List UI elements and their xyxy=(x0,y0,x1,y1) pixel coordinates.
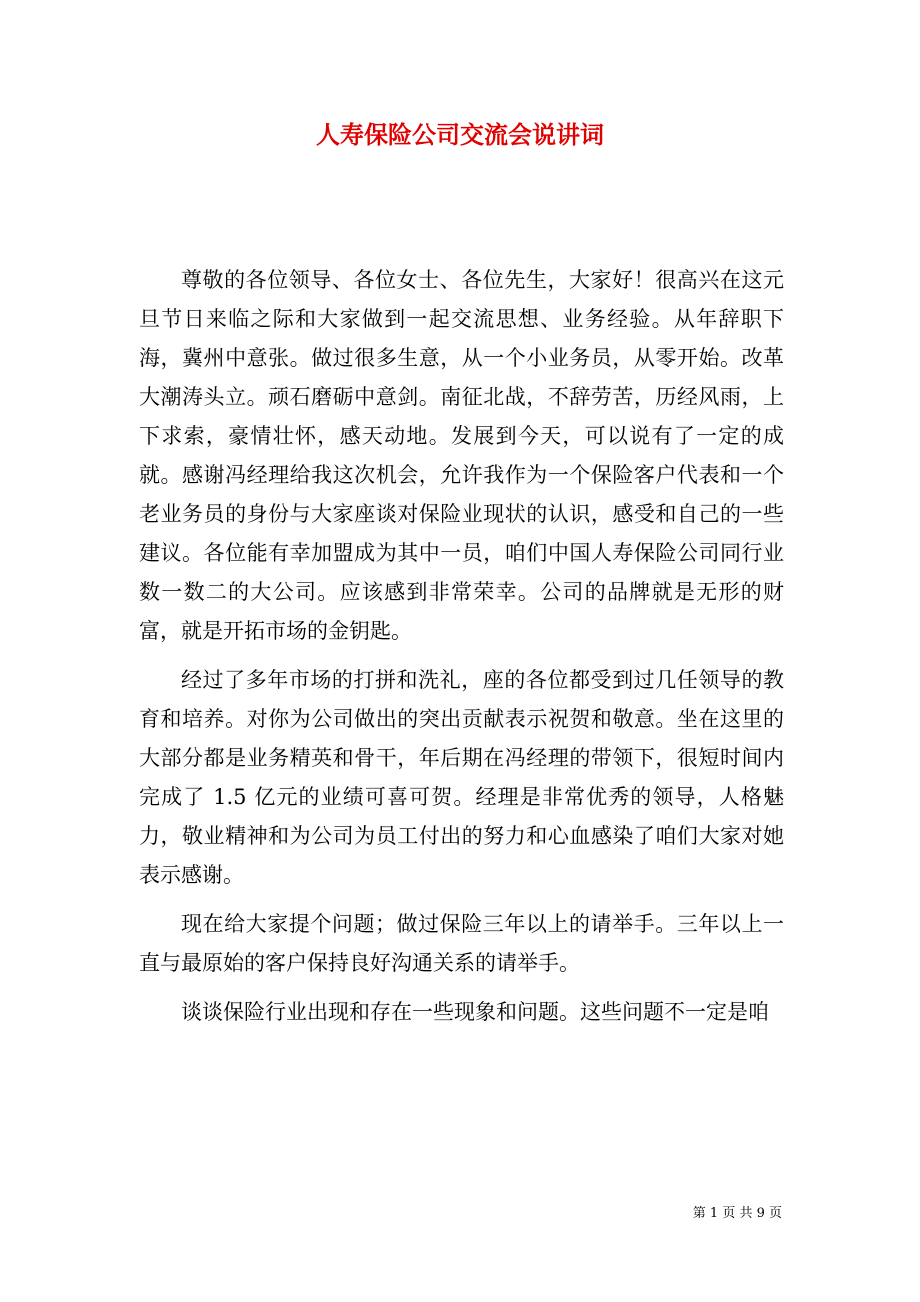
paragraph-3: 现在给大家提个问题；做过保险三年以上的请举手。三年以上一直与最原始的客户保持良好沟通关系的请举手。 xyxy=(139,912,784,975)
document-title: 人寿保险公司交流会说讲词 xyxy=(316,120,604,149)
paragraph-4: 谈谈保险行业出现和存在一些现象和问题。这些问题不一定是咱 xyxy=(181,1000,769,1024)
page-number-footer: 第 1 页 共 9 页 xyxy=(692,1206,782,1221)
document-body xyxy=(139,261,784,1032)
paragraph-2: 经过了多年市场的打拼和洗礼，座的各位都受到过几任领导的教育和培养。对你为公司做出的突出贡献表示祝贺和敬意。坐在这里的大部分都是业务精英和骨干，年后期在冯经理的带领下，很短时间内完成了 1.5 亿元的业绩可喜可贺。经理是非常优秀的领导，人格魅力，敬业精神和为公司为员工付出的努力和心血感染了咱们大家对她表示感谢。 xyxy=(139,668,784,887)
paragraph-1: 尊敬的各位领导、各位女士、各位先生，大家好！很高兴在这元旦节日来临之际和大家做到一起交流思想、业务经验。从年辞职下海，冀州中意张。做过很多生意，从一个小业务员，从零开始。改革大潮涛头立。顽石磨砺中意剑。南征北战，不辞劳苦，历经风雨，上下求索，豪情壮怀，感天动地。发展到今天，可以说有了一定的成就。感谢冯经理给我这次机会，允许我作为一个保险客户代表和一个老业务员的身份与大家座谈对保险业现状的认识，感受和自己的一些建议。各位能有幸加盟成为其中一员，咱们中国人寿保险公司同行业数一数二的大公司。应该感到非常荣幸。公司的品牌就是无形的财富，就是开拓市场的金钥匙。 xyxy=(139,268,784,643)
